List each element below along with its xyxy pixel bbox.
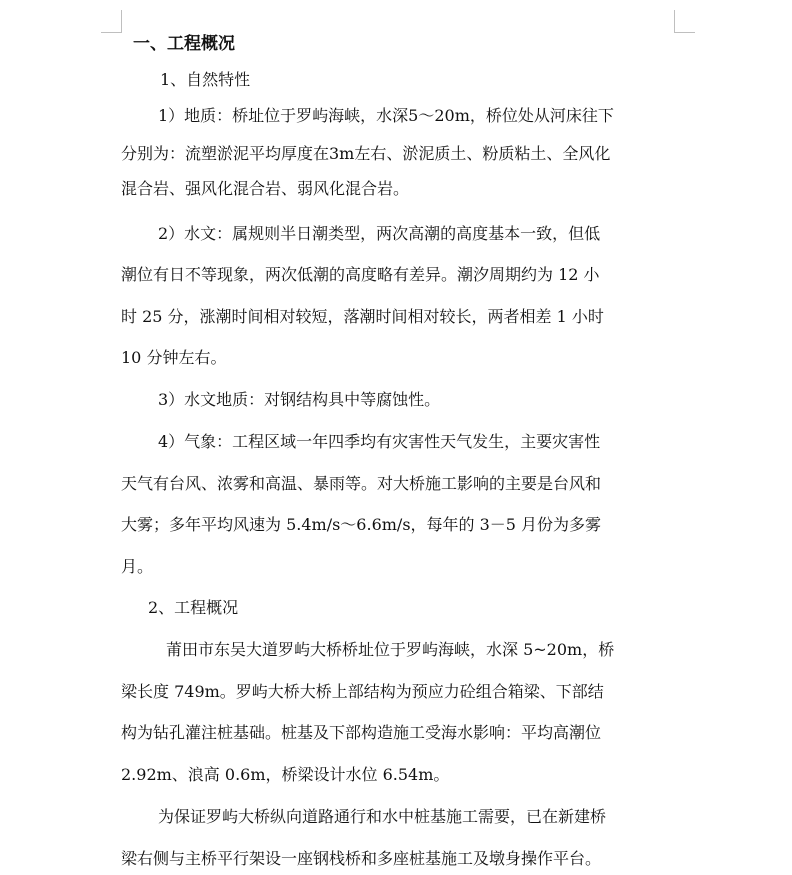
overview-line-3: 构为钻孔灌注桩基础。桩基及下部构造施工受海水影响：平均高潮位 bbox=[121, 723, 602, 742]
hydrology-line-3: 时 25 分，涨潮时间相对较短，落潮时间相对较长，两者相差 1 小时 bbox=[121, 307, 604, 326]
hydrology-line-4: 10 分钟左右。 bbox=[121, 348, 227, 367]
margin-corner-mark-right bbox=[674, 10, 695, 33]
geology-line-2: 分别为：流塑淤泥平均厚度在3m左右、淤泥质土、粉质粘土、全风化 bbox=[121, 144, 611, 163]
overview-line-2: 梁长度 749m。罗屿大桥大桥上部结构为预应力砼组合箱梁、下部结 bbox=[121, 682, 604, 701]
climate-line-2: 天气有台风、浓雾和高温、暴雨等。对大桥施工影响的主要是台风和 bbox=[121, 474, 602, 493]
overview-line-1: 莆田市东吴大道罗屿大桥桥址位于罗屿海峡，水深 5~20m，桥 bbox=[166, 640, 615, 659]
climate-line-1: 4）气象：工程区域一年四季均有灾害性天气发生，主要灾害性 bbox=[158, 432, 601, 451]
overview-line-4: 2.92m、浪高 0.6m，桥梁设计水位 6.54m。 bbox=[121, 765, 450, 784]
margin-corner-mark-left bbox=[101, 10, 122, 33]
hydrology-line-1: 2）水文：属规则半日潮类型，两次高潮的高度基本一致，但低 bbox=[158, 224, 601, 243]
geology-line-3: 混合岩、强风化混合岩、弱风化混合岩。 bbox=[121, 179, 410, 198]
climate-line-4: 月。 bbox=[121, 557, 154, 576]
geology-line-1: 1）地质：桥址位于罗屿海峡，水深5～20m，桥位处从河床往下 bbox=[158, 106, 614, 125]
purpose-line-2: 梁右侧与主桥平行架设一座钢栈桥和多座桩基施工及墩身操作平台。 bbox=[121, 849, 602, 868]
purpose-line-1: 为保证罗屿大桥纵向道路通行和水中桩基施工需要，已在新建桥 bbox=[158, 807, 607, 826]
section-heading: 一、工程概况 bbox=[133, 34, 235, 54]
subheading-natural-features: 1、自然特性 bbox=[160, 70, 251, 89]
climate-line-3: 大雾；多年平均风速为 5.4m/s～6.6m/s，每年的 3－5 月份为多雾 bbox=[121, 515, 602, 534]
hydrogeology-line-1: 3）水文地质：对钢结构具中等腐蚀性。 bbox=[158, 390, 441, 409]
hydrology-line-2: 潮位有日不等现象，两次低潮的高度略有差异。潮汐周期约为 12 小 bbox=[121, 265, 600, 284]
subheading-project-overview: 2、工程概况 bbox=[148, 598, 239, 617]
